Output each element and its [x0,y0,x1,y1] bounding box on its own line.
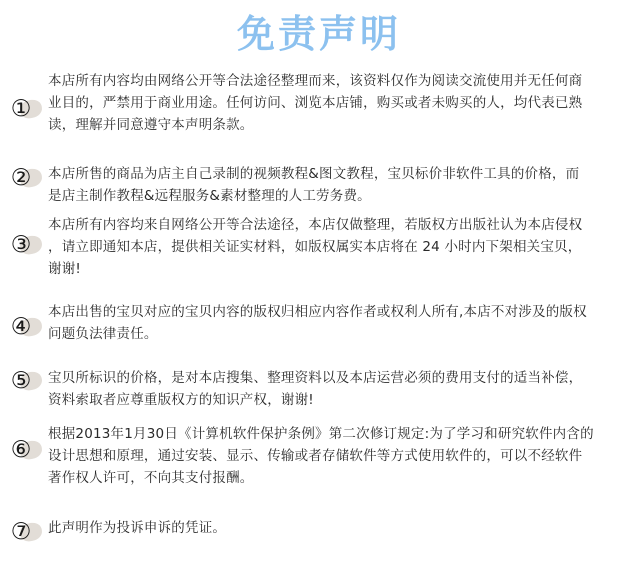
clause-number-marker [8,438,44,462]
clause-line: 业目的，严禁用于商业用途。任何访问、浏览本店铺，购买或者未购买的人，均代表已熟 [48,95,583,111]
clause-number: ⑦ [10,519,32,545]
clause-text [48,423,630,489]
clause-line: 是店主制作教程&远程服务&素材整理的人工劳务费。 [48,188,371,204]
clause-line: 本店出售的宝贝对应的宝贝内容的版权归相应内容作者或权利人所有,本店不对涉及的版权 [48,304,587,320]
clause-line: 本店所有内容均由网络公开等合法途径整理而来，该资料仅作为阅读交流使用并无任何商 [48,73,583,89]
clause-line: 设计思想和原理，通过安装、显示、传输或者存储软件等方式使用软件的，可以不经软件 [48,448,583,464]
clause-text [48,163,630,207]
clause-number: ⑤ [10,368,32,394]
clause-number-marker [8,97,44,121]
clause-number-marker [8,166,44,190]
clause-line: ，请立即通知本店，提供相关证实材料，如版权属实本店将在 24 小时内下架相关宝贝， [48,239,582,255]
clause-line: 资料索取者应尊重版权方的知识产权，谢谢! [48,392,314,408]
clause-line: 谢谢! [48,261,82,277]
clause-text [48,214,630,280]
clause-text [48,301,630,345]
clause-text [48,517,630,539]
clause-number: ⑥ [10,437,32,463]
clause-line: 读，理解并同意遵守本声明条款。 [48,117,254,133]
clause-number: ④ [10,314,32,340]
page-title: 免责声明 [236,12,401,56]
clause-text [48,367,630,411]
clause-number-marker [8,369,44,393]
clause-line: 此声明作为投诉申诉的凭证。 [48,520,227,536]
clause-number: ② [10,165,32,191]
clause-line: 本店所售的商品为店主自己录制的视频教程&图文教程，宝贝标价非软件工具的价格，而 [48,166,580,182]
clause-line: 宝贝所标识的价格，是对本店搜集、整理资料以及本店运营必须的费用支付的适当补偿， [48,370,583,386]
clause-number-marker [8,233,44,257]
clause-line: 问题负法律责任。 [48,326,158,342]
clause-line: 著作权人许可，不向其支付报酬。 [48,470,254,486]
clause-number-marker [8,520,44,544]
clause-number: ① [10,96,32,122]
clause-text [48,70,630,136]
clause-number-marker [8,315,44,339]
clause-line: 根据2013年1月30日《计算机软件保护条例》第二次修订规定:为了学习和研究软件内含的 [48,426,594,442]
clause-line: 本店所有内容均来自网络公开等合法途径，本店仅做整理，若版权方出版社认为本店侵权 [48,217,583,233]
clause-number: ③ [10,232,32,258]
